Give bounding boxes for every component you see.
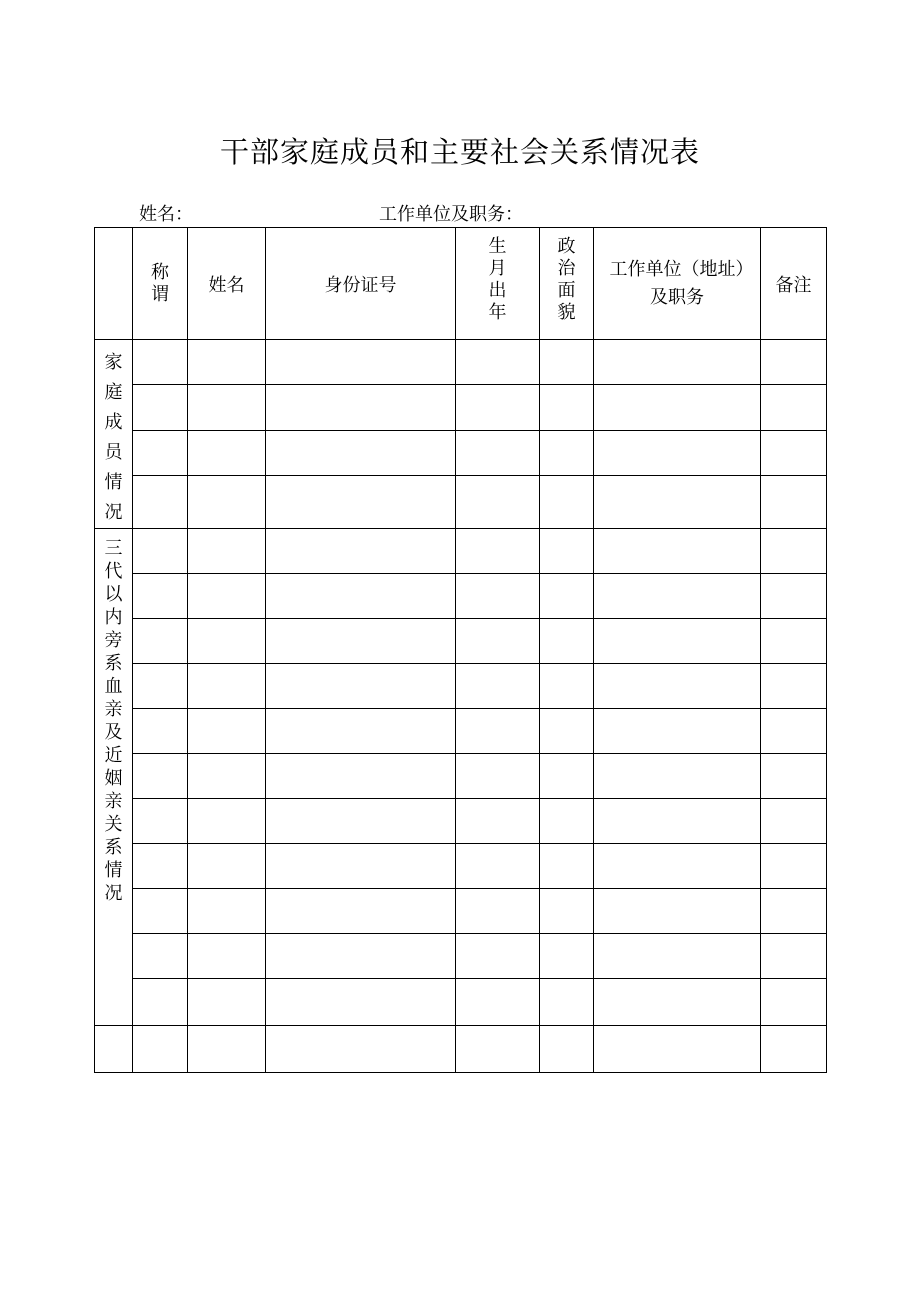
social-work-unit-cell[interactable] — [594, 844, 761, 889]
family-remark-cell[interactable] — [761, 430, 827, 475]
family-section-label-cell — [95, 340, 133, 529]
family-political-cell[interactable] — [540, 476, 594, 529]
family-birth-cell[interactable] — [456, 430, 540, 475]
family-political-cell[interactable] — [540, 385, 594, 430]
social-remark-cell[interactable] — [761, 799, 827, 844]
social-id-number-cell[interactable] — [266, 529, 456, 574]
social-birth-cell[interactable] — [456, 529, 540, 574]
social-id-number-cell[interactable] — [266, 934, 456, 979]
social-relation-cell[interactable] — [133, 979, 188, 1026]
extra-relation-cell[interactable] — [133, 1026, 188, 1073]
social-birth-cell[interactable] — [456, 619, 540, 664]
social-name-cell[interactable] — [188, 844, 266, 889]
social-remark-cell[interactable] — [761, 754, 827, 799]
header-remark-label: 备注 — [775, 274, 812, 296]
header-name-label: 姓名 — [208, 274, 245, 296]
social-id-number-cell[interactable] — [266, 844, 456, 889]
header-political — [540, 228, 594, 340]
extra-political-cell[interactable] — [540, 1026, 594, 1073]
social-work-unit-cell[interactable] — [594, 754, 761, 799]
social-political-cell[interactable] — [540, 799, 594, 844]
social-section-label-cell — [95, 529, 133, 1026]
social-birth-cell[interactable] — [456, 979, 540, 1026]
family-political-cell[interactable] — [540, 340, 594, 385]
social-work-unit-cell[interactable] — [594, 799, 761, 844]
social-row — [95, 664, 827, 709]
family-name-cell[interactable] — [188, 385, 266, 430]
family-row — [95, 340, 827, 385]
social-remark-cell[interactable] — [761, 844, 827, 889]
social-work-unit-cell[interactable] — [594, 529, 761, 574]
family-id-number-cell[interactable] — [266, 385, 456, 430]
header-work-unit — [594, 228, 761, 340]
social-work-unit-cell[interactable] — [594, 934, 761, 979]
social-relation-cell[interactable] — [133, 529, 188, 574]
name-field-label: 姓名： — [139, 204, 193, 225]
extra-row — [95, 1026, 827, 1073]
social-relation-cell[interactable] — [133, 619, 188, 664]
header-relation — [133, 228, 188, 340]
social-id-number-cell[interactable] — [266, 664, 456, 709]
social-remark-cell[interactable] — [761, 529, 827, 574]
social-section-label: 三代以内旁系血亲及近姻亲关系情况 — [104, 538, 123, 904]
social-row — [95, 529, 827, 574]
family-work-unit-cell[interactable] — [594, 476, 761, 529]
header-remark — [761, 228, 827, 340]
family-remark-cell[interactable] — [761, 385, 827, 430]
social-row — [95, 619, 827, 664]
social-birth-cell[interactable] — [456, 709, 540, 754]
social-relation-cell[interactable] — [133, 664, 188, 709]
extra-id-number-cell[interactable] — [266, 1026, 456, 1073]
social-remark-cell[interactable] — [761, 574, 827, 619]
social-political-cell[interactable] — [540, 934, 594, 979]
family-row — [95, 476, 827, 529]
family-row — [95, 385, 827, 430]
social-political-cell[interactable] — [540, 889, 594, 934]
header-political-label: 政治面貌 — [557, 236, 576, 323]
social-relation-cell[interactable] — [133, 799, 188, 844]
social-birth-cell[interactable] — [456, 934, 540, 979]
family-section-label: 家庭成员情况 — [104, 352, 123, 523]
social-name-cell[interactable] — [188, 754, 266, 799]
header-name — [188, 228, 266, 340]
social-birth-cell[interactable] — [456, 889, 540, 934]
social-relation-cell[interactable] — [133, 709, 188, 754]
header-birth — [456, 228, 540, 340]
social-remark-cell[interactable] — [761, 889, 827, 934]
social-relation-cell[interactable] — [133, 754, 188, 799]
social-relation-cell[interactable] — [133, 934, 188, 979]
social-birth-cell[interactable] — [456, 799, 540, 844]
social-row — [95, 934, 827, 979]
social-row — [95, 799, 827, 844]
social-birth-cell[interactable] — [456, 844, 540, 889]
family-relation-cell[interactable] — [133, 385, 188, 430]
social-political-cell[interactable] — [540, 709, 594, 754]
family-remark-cell[interactable] — [761, 340, 827, 385]
social-name-cell[interactable] — [188, 574, 266, 619]
social-id-number-cell[interactable] — [266, 754, 456, 799]
extra-birth-cell[interactable] — [456, 1026, 540, 1073]
social-relation-cell[interactable] — [133, 844, 188, 889]
social-political-cell[interactable] — [540, 529, 594, 574]
social-name-cell[interactable] — [188, 934, 266, 979]
social-work-unit-cell[interactable] — [594, 979, 761, 1026]
social-id-number-cell[interactable] — [266, 619, 456, 664]
social-work-unit-cell[interactable] — [594, 619, 761, 664]
social-name-cell[interactable] — [188, 889, 266, 934]
family-id-number-cell[interactable] — [266, 476, 456, 529]
social-political-cell[interactable] — [540, 754, 594, 799]
social-work-unit-cell[interactable] — [594, 574, 761, 619]
social-name-cell[interactable] — [188, 709, 266, 754]
social-political-cell[interactable] — [540, 844, 594, 889]
social-id-number-cell[interactable] — [266, 979, 456, 1026]
family-name-cell[interactable] — [188, 476, 266, 529]
social-political-cell[interactable] — [540, 574, 594, 619]
social-name-cell[interactable] — [188, 529, 266, 574]
family-id-number-cell[interactable] — [266, 430, 456, 475]
social-name-cell[interactable] — [188, 664, 266, 709]
social-name-cell[interactable] — [188, 799, 266, 844]
social-remark-cell[interactable] — [761, 934, 827, 979]
social-remark-cell[interactable] — [761, 709, 827, 754]
header-id-number-label: 身份证号 — [324, 274, 397, 296]
header-relation-label: 称谓 — [151, 261, 169, 305]
family-work-unit-cell[interactable] — [594, 430, 761, 475]
header-id-number — [266, 228, 456, 340]
extra-label-cell[interactable] — [95, 1026, 133, 1073]
social-row — [95, 754, 827, 799]
family-birth-cell[interactable] — [456, 340, 540, 385]
social-political-cell[interactable] — [540, 619, 594, 664]
social-birth-cell[interactable] — [456, 754, 540, 799]
social-work-unit-cell[interactable] — [594, 664, 761, 709]
social-remark-cell[interactable] — [761, 619, 827, 664]
social-id-number-cell[interactable] — [266, 799, 456, 844]
social-name-cell[interactable] — [188, 979, 266, 1026]
family-birth-cell[interactable] — [456, 385, 540, 430]
header-corner-cell — [95, 228, 133, 340]
family-id-number-cell[interactable] — [266, 340, 456, 385]
social-id-number-cell[interactable] — [266, 889, 456, 934]
header-birth-label: 生月出年 — [488, 236, 507, 323]
social-id-number-cell[interactable] — [266, 709, 456, 754]
page-title: 干部家庭成员和主要社会关系情况表 — [219, 135, 700, 169]
extra-remark-cell[interactable] — [761, 1026, 827, 1073]
family-remark-cell[interactable] — [761, 476, 827, 529]
header-work-unit-label: 工作单位（地址）及职务 — [609, 258, 745, 308]
family-birth-cell[interactable] — [456, 476, 540, 529]
extra-work-unit-cell[interactable] — [594, 1026, 761, 1073]
social-work-unit-cell[interactable] — [594, 709, 761, 754]
family-relation-cell[interactable] — [133, 340, 188, 385]
social-political-cell[interactable] — [540, 664, 594, 709]
extra-name-cell[interactable] — [188, 1026, 266, 1073]
header-row — [95, 228, 827, 340]
family-work-unit-cell[interactable] — [594, 385, 761, 430]
family-relation-cell[interactable] — [133, 476, 188, 529]
social-remark-cell[interactable] — [761, 979, 827, 1026]
family-relation-cell[interactable] — [133, 430, 188, 475]
social-remark-cell[interactable] — [761, 664, 827, 709]
work-unit-field-label: 工作单位及职务： — [379, 204, 523, 225]
social-relation-cell[interactable] — [133, 574, 188, 619]
family-work-unit-cell[interactable] — [594, 340, 761, 385]
social-name-cell[interactable] — [188, 619, 266, 664]
social-birth-cell[interactable] — [456, 664, 540, 709]
family-relations-table — [94, 227, 827, 1073]
social-row — [95, 889, 827, 934]
social-work-unit-cell[interactable] — [594, 889, 761, 934]
family-name-cell[interactable] — [188, 430, 266, 475]
family-political-cell[interactable] — [540, 430, 594, 475]
social-id-number-cell[interactable] — [266, 574, 456, 619]
social-row — [95, 844, 827, 889]
social-row — [95, 979, 827, 1026]
social-row — [95, 709, 827, 754]
social-political-cell[interactable] — [540, 979, 594, 1026]
family-row — [95, 430, 827, 475]
social-birth-cell[interactable] — [456, 574, 540, 619]
social-relation-cell[interactable] — [133, 889, 188, 934]
family-name-cell[interactable] — [188, 340, 266, 385]
social-row — [95, 574, 827, 619]
